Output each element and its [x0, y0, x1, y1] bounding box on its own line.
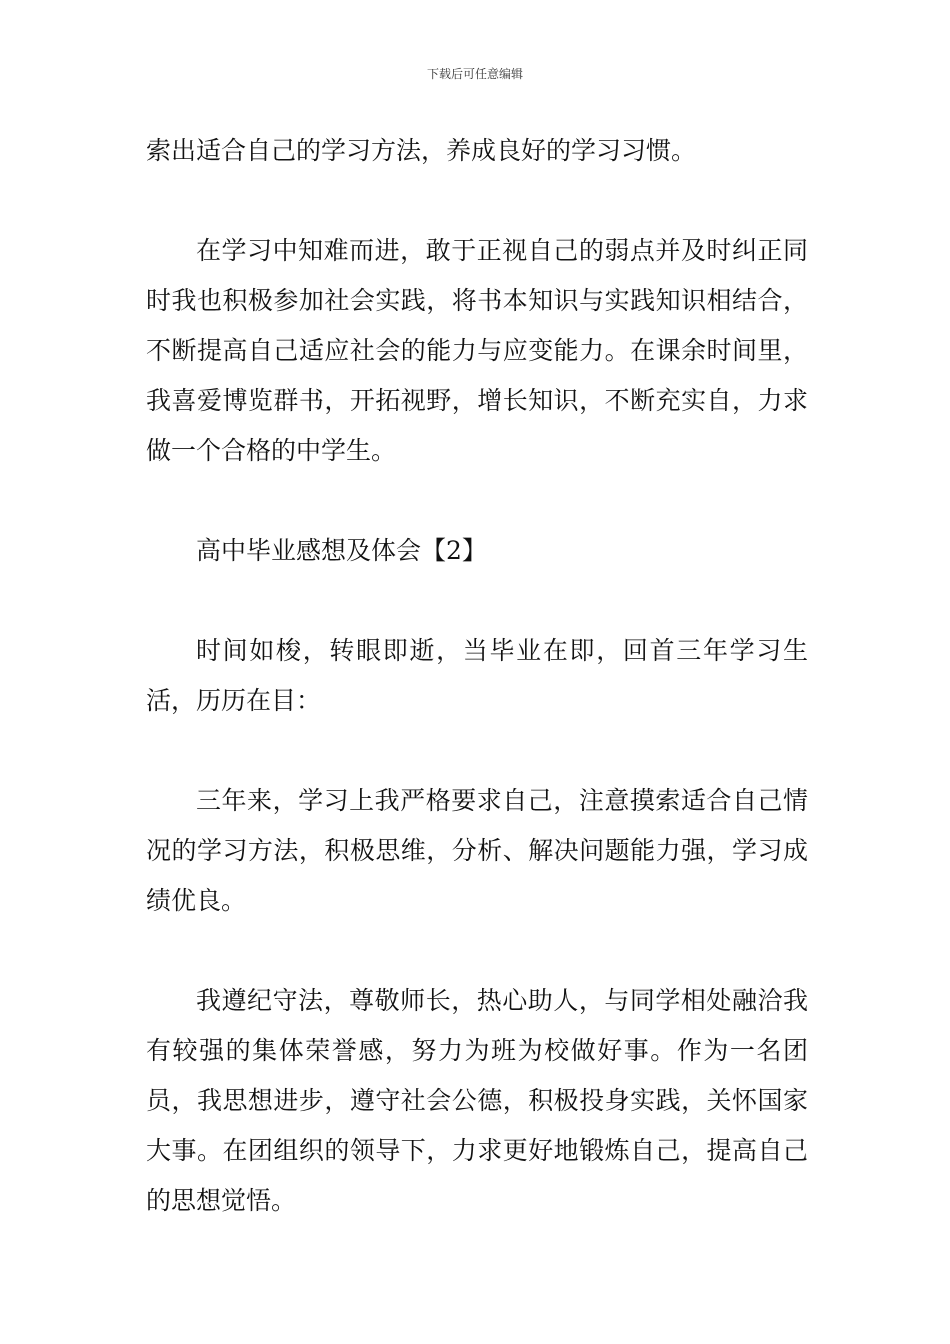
- paragraph-5: 我遵纪守法，尊敬师长，热心助人，与同学相处融洽我有较强的集体荣誉感，努力为班为校做好事。作为一名团员，我思想进步，遵守社会公德，积极投身实践，关怀国家大事。在团组织的领导下，力求更好地锻炼自己，提高自己的思想觉悟。: [146, 986, 808, 1215]
- paragraph-gap: [146, 926, 808, 976]
- paragraph-gap: [146, 726, 808, 776]
- document-body: [146, 126, 808, 1226]
- paragraph-3: 时间如梭，转眼即逝，当毕业在即，回首三年学习生活，历历在目：: [146, 636, 808, 715]
- paragraph-1: 索出适合自己的学习方法，养成良好的学习习惯。: [146, 136, 697, 165]
- paragraph-gap: [146, 576, 808, 626]
- paragraph-4: 三年来，学习上我严格要求自己，注意摸索适合自己情况的学习方法，积极思维，分析、解决问题能力强，学习成绩优良。: [146, 786, 808, 915]
- paragraph-gap: [146, 476, 808, 526]
- section-heading: 高中毕业感想及体会【2】: [196, 536, 487, 565]
- page-header: 下载后可任意编辑: [426, 67, 523, 81]
- paragraph-2: 在学习中知难而进，敢于正视自己的弱点并及时纠正同时我也积极参加社会实践，将书本知识与实践知识相结合，不断提高自己适应社会的能力与应变能力。在课余时间里，我喜爱博览群书，开拓视野，增长知识，不断充实自，力求做一个合格的中学生。: [146, 236, 808, 465]
- paragraph-gap: [146, 176, 808, 226]
